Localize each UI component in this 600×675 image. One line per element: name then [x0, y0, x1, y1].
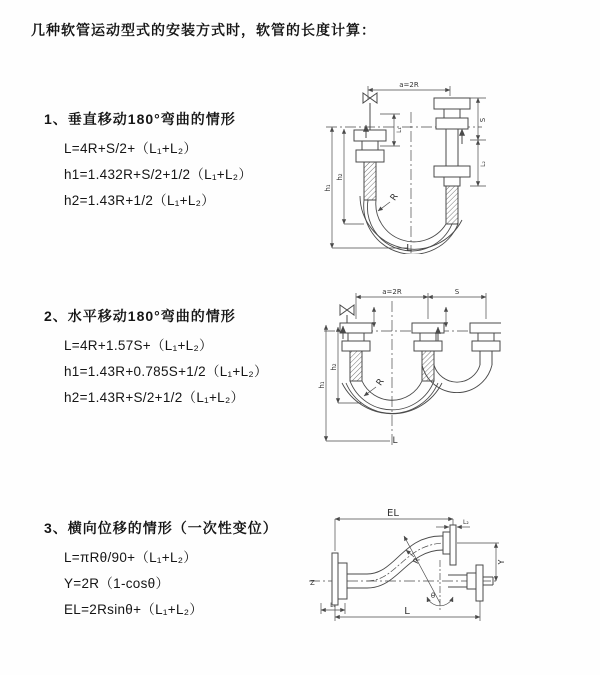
- dim-label-h1: h₁: [324, 184, 332, 192]
- section-1-formula-h1: h1=1.432R+S/2+1/2（L₁+L₂）: [64, 167, 253, 182]
- dimension-h2: [344, 129, 364, 224]
- section-1-heading: 1、垂直移动180°弯曲的情形: [44, 111, 236, 127]
- dim-label-a2r: a=2R: [382, 288, 402, 296]
- dim-label-s: S: [479, 117, 487, 123]
- braided-hose-section: [446, 186, 458, 224]
- upper-flange: [443, 525, 456, 565]
- length-label: L: [392, 436, 398, 446]
- section-1-formula-L: L=4R+S/2+（L₁+L₂）: [64, 141, 198, 156]
- radius-label: R: [411, 556, 422, 566]
- fitting-3: [470, 323, 501, 365]
- braided-hose-section: [422, 351, 434, 381]
- section-3-heading: 3、横向位移的情形（一次性变位）: [44, 520, 278, 536]
- dimension-a2r: [356, 293, 486, 319]
- dim-label-h2: h₂: [336, 173, 344, 181]
- section-2-formula-h2: h2=1.43R+S/2+1/2（L₁+L₂）: [64, 390, 245, 405]
- radius-leader: [378, 202, 390, 211]
- braided-hose-section: [364, 162, 376, 200]
- length-label: L: [406, 243, 412, 254]
- dim-label-a2r: a=2R: [399, 81, 419, 89]
- dim-label-h1: h₁: [318, 381, 326, 389]
- valve-icon: [340, 305, 354, 323]
- dim-label-el: EL: [387, 508, 399, 519]
- section-2-heading: 2、水平移动180°弯曲的情形: [44, 308, 236, 324]
- dim-label-s: S: [454, 288, 460, 296]
- fitting-2: [412, 323, 444, 381]
- diagram-3-drawing: [303, 505, 508, 630]
- section-1-formula-h2: h2=1.43R+1/2（L₁+L₂）: [64, 193, 215, 208]
- diagram-vertical-180-bend: [320, 78, 495, 254]
- radius-label: R: [374, 377, 387, 389]
- section-3-formula-Y: Y=2R（1-cosθ）: [64, 576, 170, 591]
- lower-flange: [448, 565, 493, 601]
- dim-label-l1: L₁: [330, 602, 336, 609]
- radius-label: R: [388, 192, 401, 204]
- section-3-formula-EL: EL=2Rsinθ+（L₁+L₂）: [64, 602, 204, 617]
- dim-label-l1: L₁: [396, 127, 403, 133]
- right-fitting: [434, 98, 470, 224]
- valve-icon: [363, 93, 377, 130]
- dim-label-l: L: [404, 606, 410, 617]
- diagram-lateral-displacement: [303, 505, 508, 630]
- braided-hose-section: [350, 351, 362, 381]
- dim-label-h2: h₂: [330, 363, 338, 371]
- datum-label: Z: [310, 579, 315, 587]
- left-flange: [332, 553, 367, 605]
- diagram-1-drawing: [320, 78, 495, 254]
- section-3-formula-L: L=πRθ/90+（L₁+L₂）: [64, 550, 198, 565]
- diagram-horizontal-180-bend: [316, 283, 501, 451]
- dim-label-l2: L₂: [480, 161, 487, 167]
- dim-label-y: Y: [497, 559, 506, 565]
- dimension-el: [335, 519, 453, 551]
- fitting-1: [340, 323, 372, 381]
- section-2-formula-L: L=4R+1.57S+（L₁+L₂）: [64, 338, 213, 353]
- section-2-formula-h1: h1=1.43R+0.785S+1/2（L₁+L₂）: [64, 364, 268, 379]
- diagram-2-drawing: [316, 283, 501, 451]
- left-fitting: [354, 130, 386, 200]
- dimension-s: [470, 98, 486, 186]
- dim-label-l2: L₂: [463, 519, 469, 526]
- angle-label: θ: [430, 592, 436, 600]
- page-title: 几种软管运动型式的安装方式时，软管的长度计算：: [31, 22, 376, 38]
